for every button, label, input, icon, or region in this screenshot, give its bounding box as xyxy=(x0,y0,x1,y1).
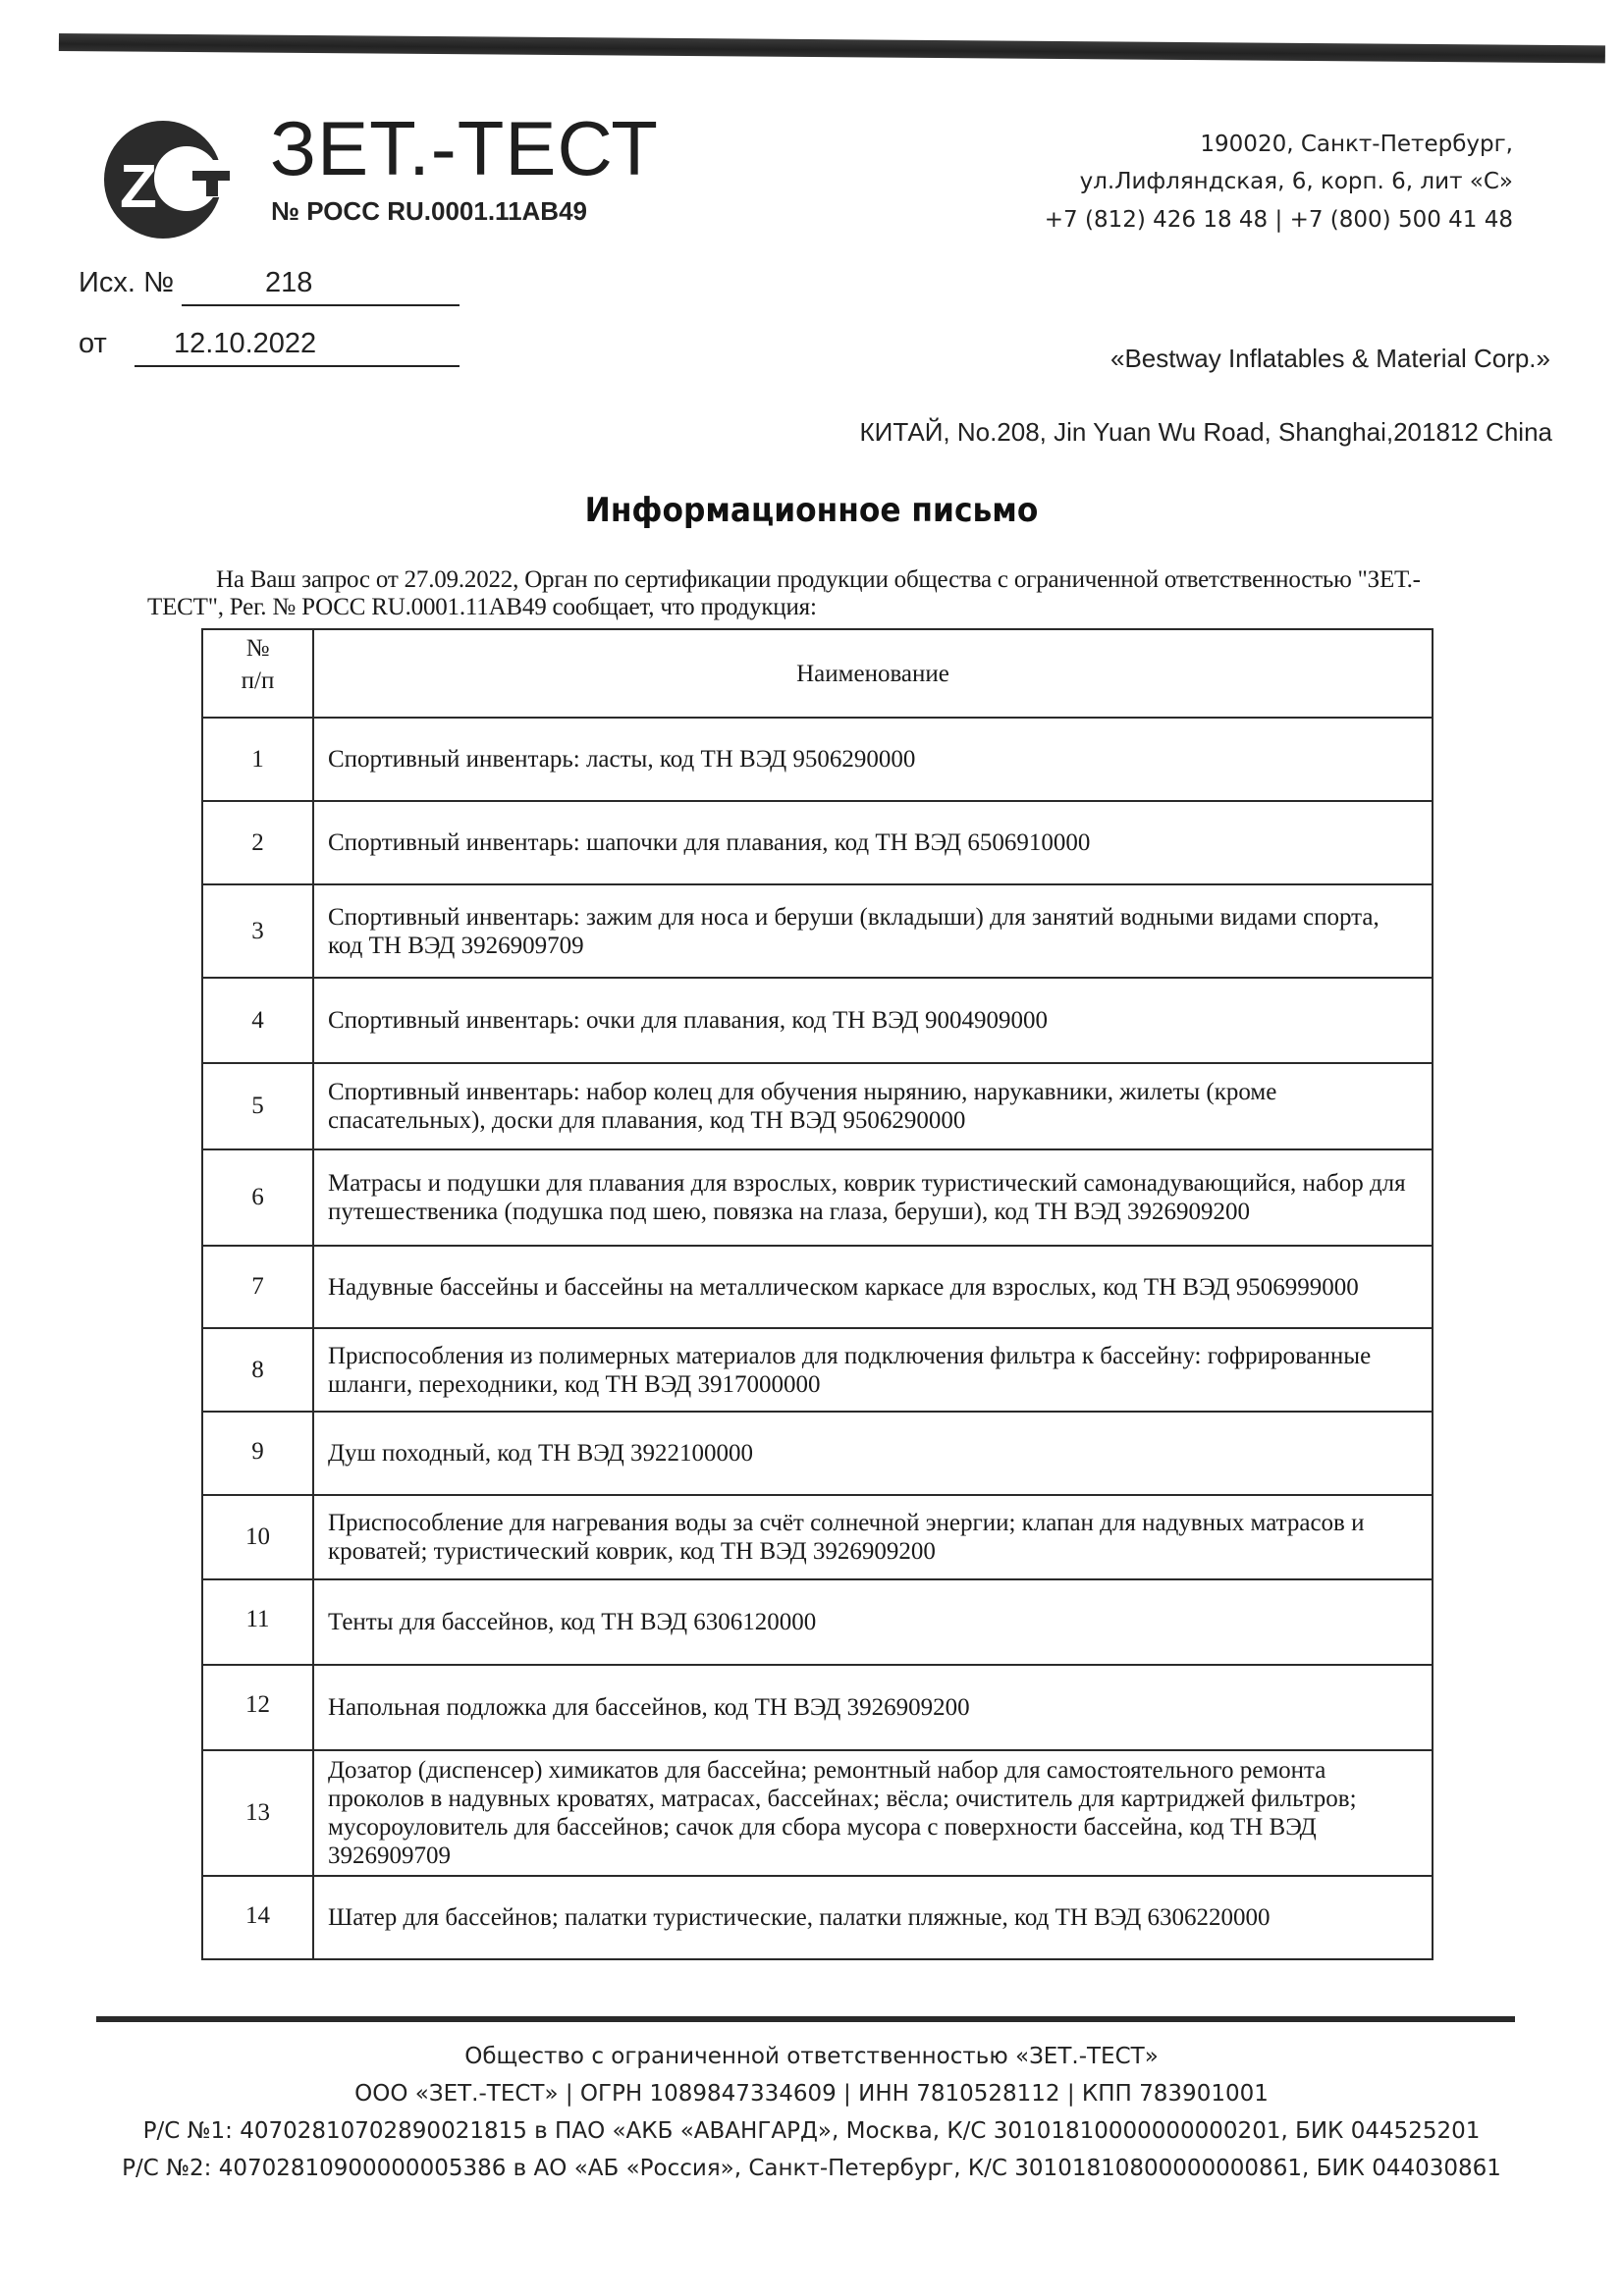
row-product-name: Дозатор (диспенсер) химикатов для бассейна; ремонтный набор для самостоятельного ремонта проколов в надувных кроватях, матрасах, бассейнах; вёсла; очиститель для картриджей фильтров; мусороуловитель для бассейнов; сачок для сбора мусора с поверхности бассейна, код ТН ВЭД 3926909709 xyxy=(313,1750,1433,1876)
row-number: 2 xyxy=(202,801,313,884)
table-header-row xyxy=(202,629,1433,718)
footer-registration-ids: ООО «ЗЕТ.-ТЕСТ» | ОГРН 1089847334609 | ИНН 7810528112 | КПП 783901001 xyxy=(354,2081,1269,2107)
company-phones: +7 (812) 426 18 48 | +7 (800) 500 41 48 xyxy=(1044,207,1513,233)
footer-bank-account-1: Р/С №1: 40702810702890021815 в ПАО «АКБ «АВАНГАРД», Москва, К/С 30101810000000000201, БИК 044525201 xyxy=(142,2118,1481,2144)
table-row xyxy=(202,978,1433,1063)
table-row xyxy=(202,1579,1433,1665)
company-address-line2: ул.Лифляндская, 6, корп. 6, лит «С» xyxy=(1079,169,1513,194)
table-row xyxy=(202,1412,1433,1495)
row-number: 3 xyxy=(202,884,313,978)
row-number: 11 xyxy=(202,1579,313,1665)
row-product-name: Приспособления из полимерных материалов для подключения фильтра к бассейну: гофрированные шланги, переходники, код ТН ВЭД 3917000000 xyxy=(313,1328,1433,1412)
row-product-name: Шатер для бассейнов; палатки туристические, палатки пляжные, код ТН ВЭД 6306220000 xyxy=(313,1876,1433,1959)
table-body xyxy=(202,718,1433,1959)
header-number xyxy=(202,629,313,718)
table-row xyxy=(202,1495,1433,1579)
row-product-name: Напольная подложка для бассейнов, код ТН ВЭД 3926909200 xyxy=(313,1665,1433,1750)
row-number: 13 xyxy=(202,1750,313,1876)
date-label: от xyxy=(79,328,107,359)
date-value: 12.10.2022 xyxy=(135,328,460,367)
row-number: 8 xyxy=(202,1328,313,1412)
table-row xyxy=(202,1149,1433,1246)
table-row xyxy=(202,1665,1433,1750)
table-row xyxy=(202,1063,1433,1149)
table-row xyxy=(202,1246,1433,1328)
company-address-line1: 190020, Санкт-Петербург, xyxy=(1200,132,1513,157)
table-row xyxy=(202,718,1433,801)
document-title: Информационное письмо xyxy=(584,491,1039,530)
row-number: 6 xyxy=(202,1149,313,1246)
company-name: ЗЕТ.-ТЕСТ xyxy=(270,105,659,191)
row-product-name: Матрасы и подушки для плавания для взрослых, коврик туристический самонадувающийся, набор для путешественика (подушка под шею, повязка на глаза, беруши), код ТН ВЭД 3926909200 xyxy=(313,1149,1433,1246)
row-product-name: Тенты для бассейнов, код ТН ВЭД 6306120000 xyxy=(313,1579,1433,1665)
row-product-name: Приспособление для нагревания воды за счёт солнечной энергии; клапан для надувных матрасов и кроватей; туристический коврик, код ТН ВЭД 3926909200 xyxy=(313,1495,1433,1579)
row-number: 5 xyxy=(202,1063,313,1149)
table-row xyxy=(202,1328,1433,1412)
company-logo-icon xyxy=(98,116,236,243)
row-product-name: Спортивный инвентарь: набор колец для обучения нырянию, нарукавники, жилеты (кроме спасательных), доски для плавания, код ТН ВЭД 9506290000 xyxy=(313,1063,1433,1149)
footer-company-name: Общество с ограниченной ответственностью «ЗЕТ.-ТЕСТ» xyxy=(464,2044,1159,2069)
row-product-name: Душ походный, код ТН ВЭД 3922100000 xyxy=(313,1412,1433,1495)
row-number: 10 xyxy=(202,1495,313,1579)
products-table xyxy=(201,628,1434,1960)
row-number: 4 xyxy=(202,978,313,1063)
row-number: 7 xyxy=(202,1246,313,1328)
logo-letter-z: Z xyxy=(120,153,157,221)
outgoing-number-label: Исх. № xyxy=(79,267,175,298)
table-row xyxy=(202,801,1433,884)
row-product-name: Спортивный инвентарь: ласты, код ТН ВЭД 9506290000 xyxy=(313,718,1433,801)
row-number: 14 xyxy=(202,1876,313,1959)
footer-rule xyxy=(96,2016,1515,2022)
header-number-label: № п/п xyxy=(241,635,275,694)
table-row xyxy=(202,884,1433,978)
row-number: 1 xyxy=(202,718,313,801)
table-row xyxy=(202,1750,1433,1876)
recipient-name: «Bestway Inflatables & Material Corp.» xyxy=(1110,344,1550,373)
letterhead-top-rule xyxy=(59,33,1605,63)
intro-paragraph: На Ваш запрос от 27.09.2022, Орган по сертификации продукции общества с ограниченной ответственностью "ЗЕТ.-ТЕСТ", Рег. № РОСС RU.0001.11АВ49 сообщает, что продукция: xyxy=(147,566,1421,620)
company-registration: № РОСС RU.0001.11АВ49 xyxy=(271,196,588,226)
outgoing-number-value: 218 xyxy=(182,267,460,306)
table-row xyxy=(202,1876,1433,1959)
row-product-name: Спортивный инвентарь: шапочки для плавания, код ТН ВЭД 6506910000 xyxy=(313,801,1433,884)
row-number: 12 xyxy=(202,1665,313,1750)
row-number: 9 xyxy=(202,1412,313,1495)
row-product-name: Спортивный инвентарь: очки для плавания, код ТН ВЭД 9004909000 xyxy=(313,978,1433,1063)
row-product-name: Надувные бассейны и бассейны на металлическом каркасе для взрослых, код ТН ВЭД 9506999000 xyxy=(313,1246,1433,1328)
row-product-name: Спортивный инвентарь: зажим для носа и беруши (вкладыши) для занятий водными видами спорта, код ТН ВЭД 3926909709 xyxy=(313,884,1433,978)
footer-bank-account-2: Р/С №2: 40702810900000005386 в АО «АБ «Россия», Санкт-Петербург, К/С 30101810800000000861, БИК 044030861 xyxy=(122,2156,1501,2181)
header-name: Наименование xyxy=(313,629,1433,718)
recipient-address: КИТАЙ, No.208, Jin Yuan Wu Road, Shanghai,201812 China xyxy=(859,417,1552,447)
